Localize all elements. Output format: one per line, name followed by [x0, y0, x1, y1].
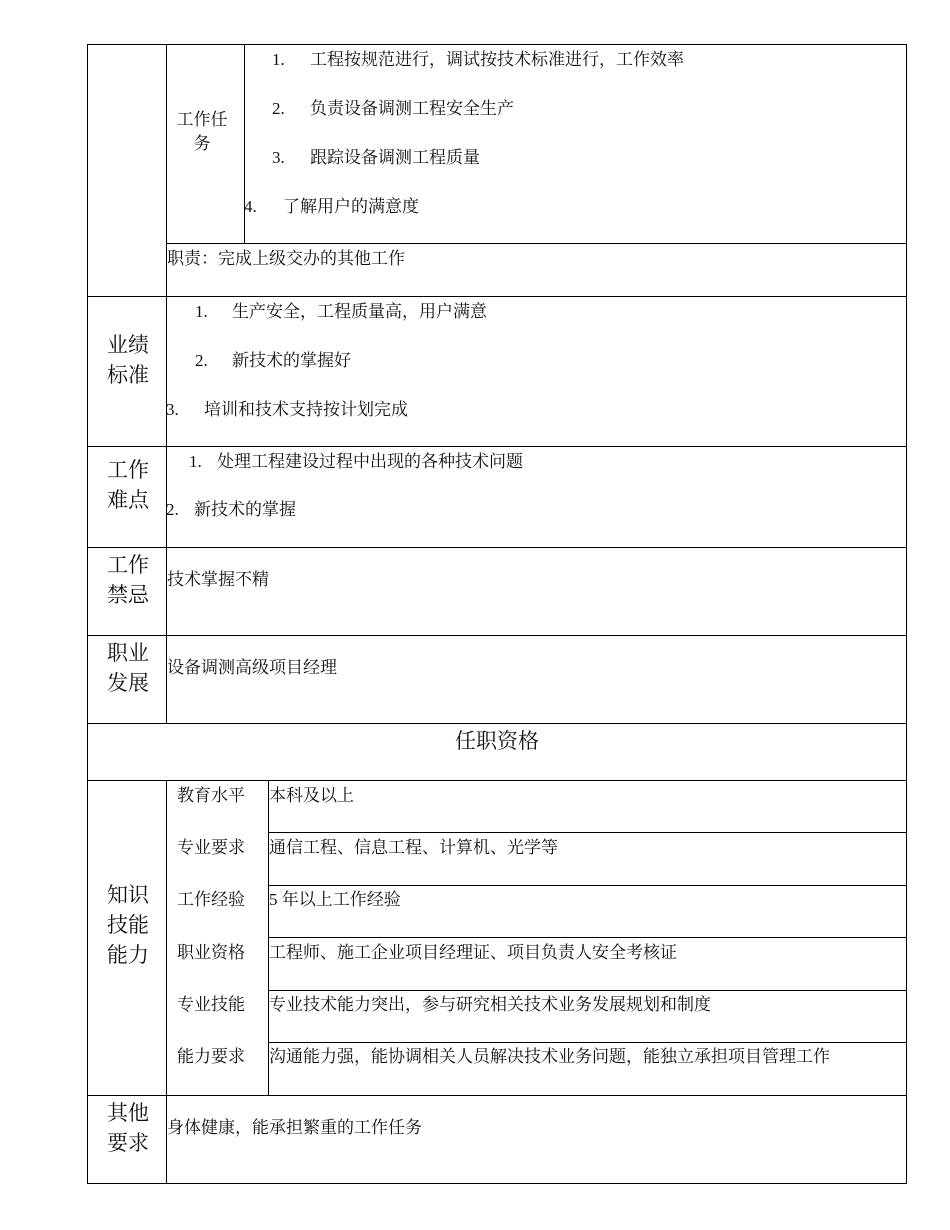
- item-text: 处理工程建设过程中出现的各种技术问题: [217, 452, 523, 471]
- qual-value: 专业技术能力突出，参与研究相关技术业务发展规划和制度: [269, 995, 711, 1014]
- qual-name: 职业资格: [177, 943, 245, 962]
- task-text: 工程按规范进行，调试按技术标准进行，工作效率: [310, 50, 684, 69]
- qual-row-divider: [268, 1042, 907, 1043]
- qual-row-divider: [268, 832, 907, 833]
- item-number: 1.: [195, 302, 208, 321]
- performance-item: [195, 302, 487, 322]
- career-label: 职业发展: [107, 641, 149, 695]
- item-number: 3.: [166, 400, 179, 419]
- row-divider: [87, 780, 907, 781]
- item-text: 生产安全，工程质量高，用户满意: [232, 302, 487, 321]
- row-divider: [87, 1095, 907, 1096]
- task-text: 了解用户的满意度: [283, 197, 419, 216]
- difficulties-label: 工作难点: [107, 458, 149, 512]
- qual-value: 工程师、施工企业项目经理证、项目负责人安全考核证: [269, 943, 677, 962]
- item-text: 培训和技术支持按计划完成: [204, 400, 408, 419]
- taboos-text: 技术掌握不精: [167, 570, 269, 589]
- performance-item: [195, 351, 351, 371]
- qual-row-divider: [268, 937, 907, 938]
- qual-name: 专业要求: [177, 838, 245, 857]
- qual-value: 本科及以上: [269, 786, 354, 805]
- career-text: 设备调测高级项目经理: [167, 658, 337, 677]
- difficulty-item: [189, 452, 523, 472]
- row-divider: [166, 243, 907, 244]
- row-divider: [87, 635, 907, 636]
- task-text: 负责设备调测工程安全生产: [310, 99, 514, 118]
- task-number: 1.: [272, 50, 285, 69]
- qual-name: 专业技能: [177, 995, 245, 1014]
- taboos-label: 工作禁忌: [107, 553, 149, 607]
- qualifications-label: 知识技能能力: [107, 883, 149, 967]
- qualifications-header: 任职资格: [455, 729, 539, 753]
- item-number: 2.: [166, 500, 179, 519]
- qual-row-divider: [268, 885, 907, 886]
- item-number: 2.: [195, 351, 208, 370]
- qual-value: 沟通能力强，能协调相关人员解决技术业务问题，能独立承担项目管理工作: [269, 1047, 830, 1066]
- item-text: 新技术的掌握好: [232, 351, 351, 370]
- row-divider: [87, 296, 907, 297]
- other-label: 其他要求: [107, 1101, 149, 1155]
- performance-item: [166, 400, 408, 420]
- task-item: [272, 99, 514, 119]
- qual-name: 工作经验: [177, 890, 245, 909]
- performance-label: 业绩标准: [107, 333, 149, 387]
- item-number: 1.: [189, 452, 202, 471]
- row-divider: [87, 446, 907, 447]
- responsibility-text: 职责：完成上级交办的其他工作: [167, 249, 405, 268]
- task-item: [272, 50, 684, 70]
- qual-name: 能力要求: [177, 1047, 245, 1066]
- task-item: [272, 148, 480, 168]
- task-number: 4.: [244, 197, 257, 216]
- qual-value: 通信工程、信息工程、计算机、光学等: [269, 838, 558, 857]
- qual-value: 5 年以上工作经验: [269, 890, 401, 909]
- task-number: 3.: [272, 148, 285, 167]
- task-text: 跟踪设备调测工程质量: [310, 148, 480, 167]
- qual-row-divider: [268, 990, 907, 991]
- tasks-subheader: 工作任务: [176, 110, 228, 153]
- item-text: 新技术的掌握: [194, 500, 296, 519]
- qual-name: 教育水平: [177, 786, 245, 805]
- row-divider: [87, 547, 907, 548]
- task-item: [244, 197, 419, 217]
- task-number: 2.: [272, 99, 285, 118]
- other-text: 身体健康，能承担繁重的工作任务: [167, 1118, 422, 1137]
- row-divider: [87, 723, 907, 724]
- difficulty-item: [166, 500, 296, 520]
